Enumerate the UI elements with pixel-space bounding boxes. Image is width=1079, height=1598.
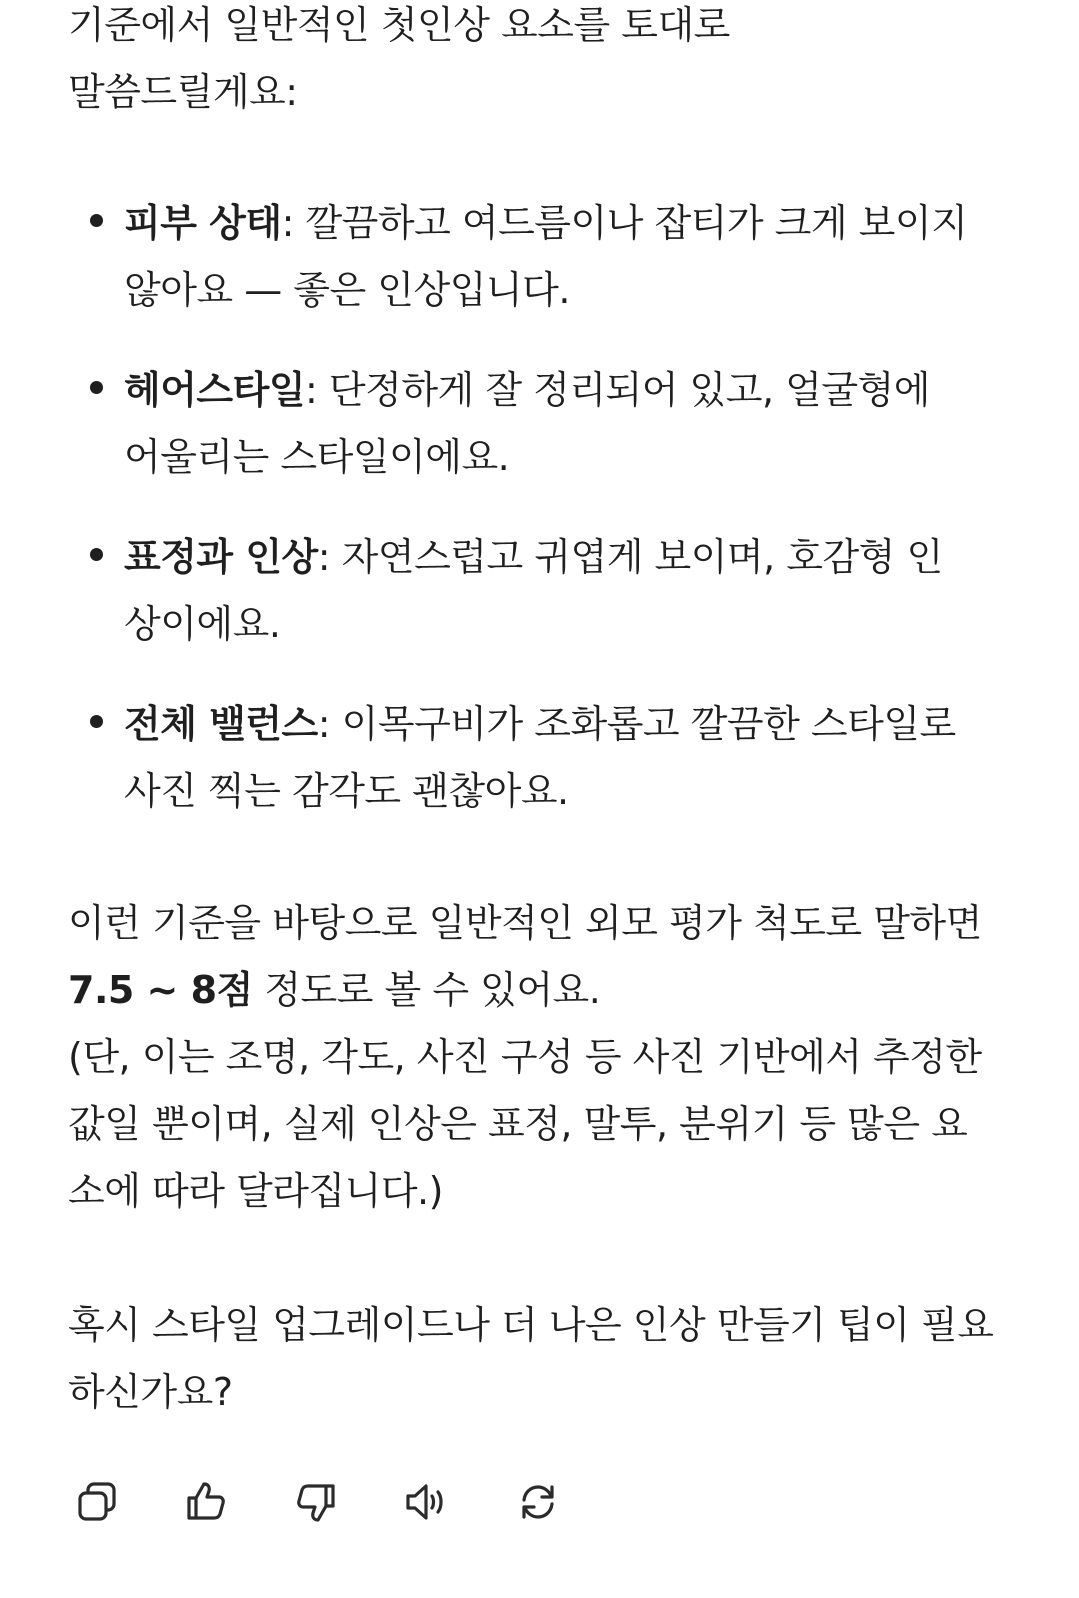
point-text: : 깔끔하고 여드름이나 잡티가 크게 보이지 않아요 — 좋은 인상입니다. xyxy=(124,201,968,312)
copy-button[interactable] xyxy=(70,1474,126,1530)
intro-line-1: 기준에서 일반적인 첫인상 요소를 토대로 xyxy=(68,3,730,47)
summary-text-end: 정도로 볼 수 있어요. xyxy=(252,968,601,1012)
disclaimer-note: (단, 이는 조명, 각도, 사진 구성 등 사진 기반에서 추정한 값일 뿐이며, 실제 인상은 표정, 말투, 분위기 등 많은 요소에 따라 달라집니다.) xyxy=(68,1035,982,1213)
message-action-bar xyxy=(70,1474,590,1530)
point-text: : 단정하게 잘 정리되어 있고, 얼굴형에 어울리는 스타일이에요. xyxy=(124,368,930,479)
point-title: 표정과 인상 xyxy=(124,535,318,579)
list-item xyxy=(68,691,974,825)
list-item xyxy=(68,524,974,658)
regenerate-button[interactable] xyxy=(510,1474,566,1530)
bullet-dot xyxy=(90,548,103,561)
regenerate-icon xyxy=(514,1478,562,1526)
bullet-dot xyxy=(90,214,103,227)
point-title: 피부 상태 xyxy=(124,201,282,245)
summary-text: 이런 기준을 바탕으로 일반적인 외모 평가 척도로 말하면 xyxy=(68,901,982,945)
bullet-dot xyxy=(90,715,103,728)
point-text: : 이목구비가 조화롭고 깔끔한 스타일로 사진 찍는 감각도 괜찮아요. xyxy=(124,702,956,813)
list-item xyxy=(68,357,974,491)
thumbs-up-icon xyxy=(182,1478,230,1526)
point-text: : 자연스럽고 귀엽게 보이며, 호감형 인상이에요. xyxy=(124,535,943,646)
read-aloud-button[interactable] xyxy=(398,1474,454,1530)
point-title: 전체 밸런스 xyxy=(124,702,318,746)
speaker-icon xyxy=(402,1478,450,1526)
summary-paragraph xyxy=(68,890,998,1225)
bullet-dot xyxy=(90,381,103,394)
thumbs-down-button[interactable] xyxy=(288,1474,344,1530)
intro-paragraph xyxy=(68,0,998,126)
follow-up-question: 혹시 스타일 업그레이드나 더 나은 인상 만들기 팁이 필요하신가요? xyxy=(68,1303,994,1414)
intro-line-2: 말씀드릴게요: xyxy=(68,70,298,114)
list-item xyxy=(68,190,974,324)
thumbs-down-icon xyxy=(292,1478,340,1526)
point-title: 헤어스타일 xyxy=(124,368,306,412)
score-value: 7.5 ~ 8점 xyxy=(68,968,253,1012)
assessment-list xyxy=(68,190,998,858)
copy-icon xyxy=(74,1478,122,1526)
thumbs-up-button[interactable] xyxy=(178,1474,234,1530)
